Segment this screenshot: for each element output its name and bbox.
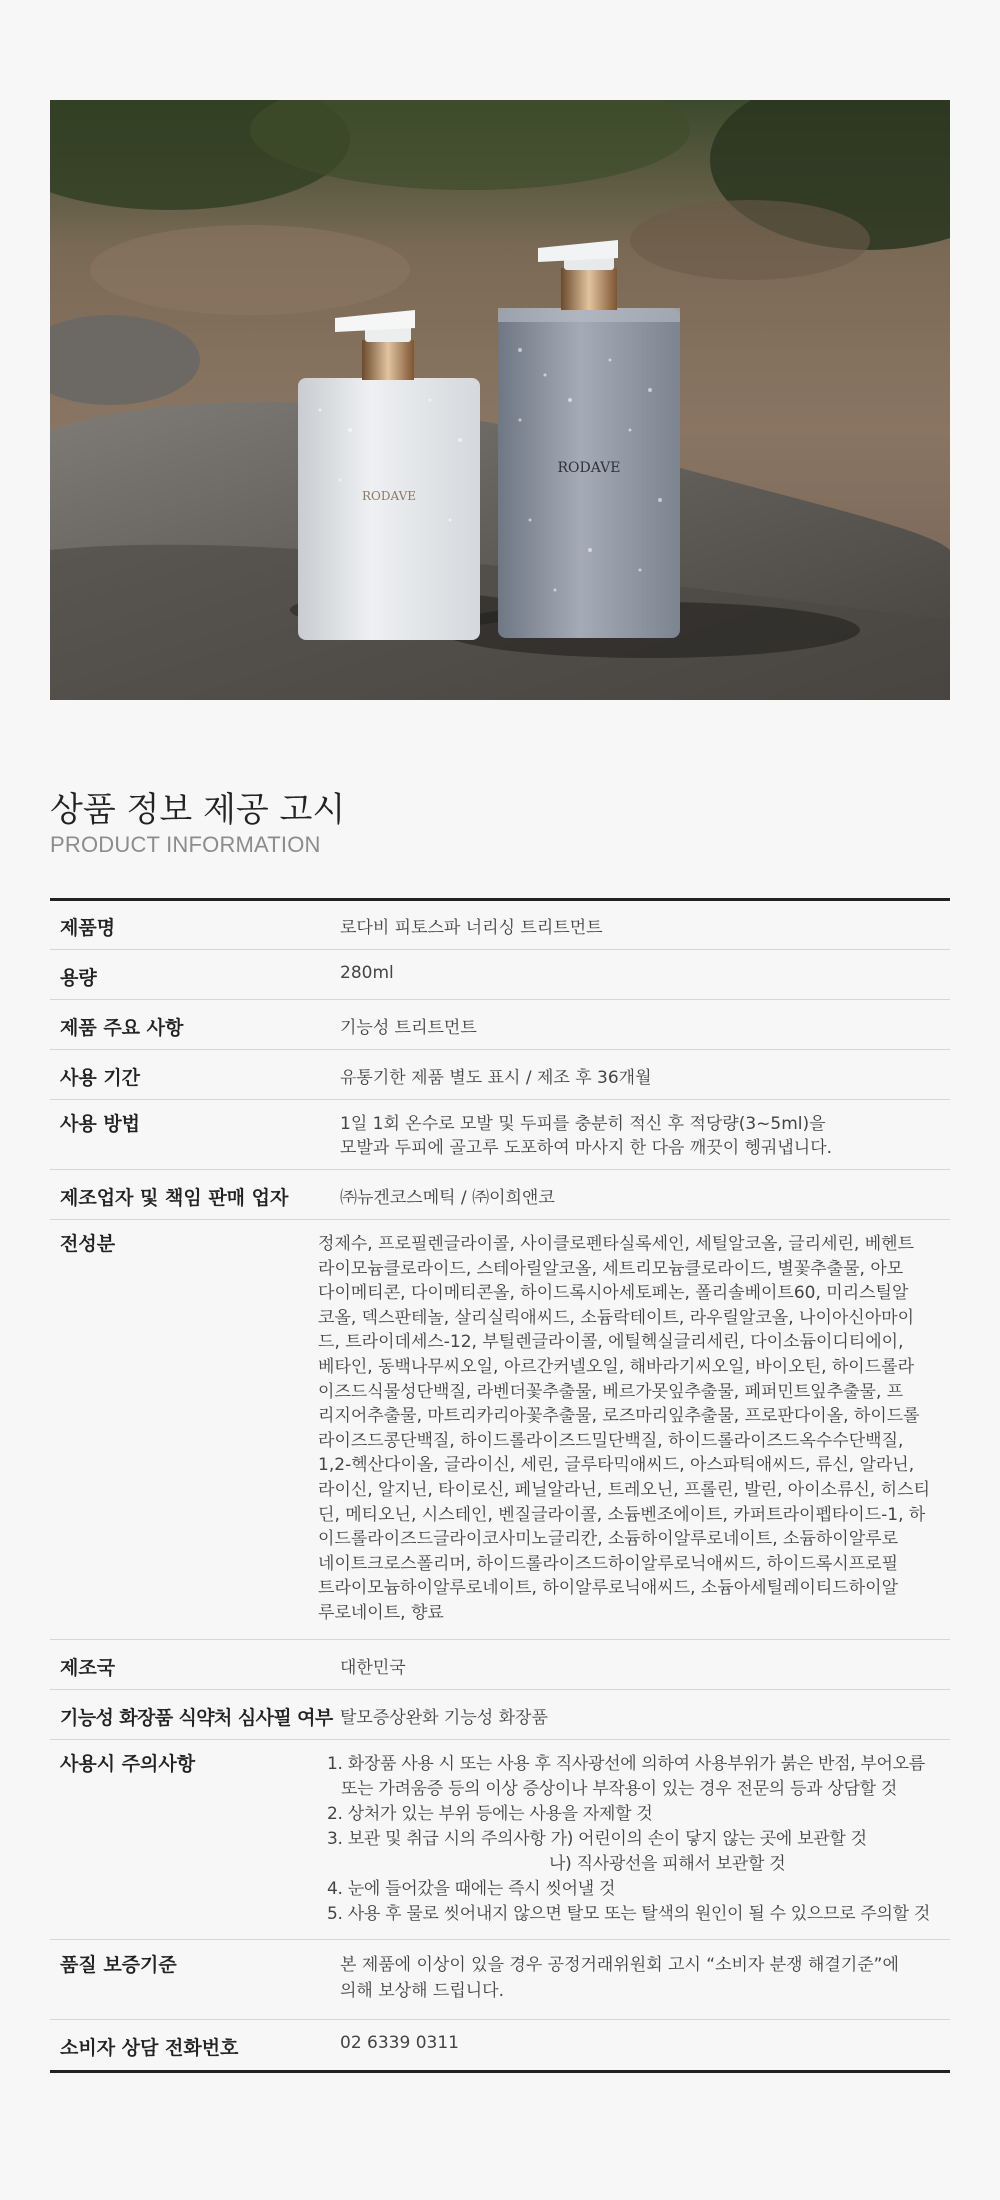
row-value: 기능성 트리트먼트 [340, 1018, 477, 1038]
row-label: 품질 보증기준 [60, 1954, 177, 1976]
row-functional-review [50, 1690, 950, 1740]
row-usage-period [50, 1050, 950, 1100]
row-ingredients [50, 1220, 950, 1640]
row-value: 대한민국 [340, 1658, 406, 1678]
row-value: 02 6339 0311 [340, 2033, 459, 2053]
row-product-name [50, 901, 950, 950]
product-photo [50, 100, 950, 700]
row-label: 사용 방법 [60, 1113, 141, 1135]
row-main-feature [50, 1000, 950, 1050]
row-label: 기능성 화장품 식약처 심사필 여부 [60, 1707, 333, 1729]
section-subtitle: PRODUCT INFORMATION [50, 832, 321, 857]
row-value: 1일 1회 온수로 모발 및 두피를 충분히 적신 후 적당량(3~5ml)을 모발과 두피에 골고루 도포하여 마사지 한 다음 깨끗이 헹궈냅니다. [340, 1114, 833, 1158]
row-label: 소비자 상담 전화번호 [60, 2037, 239, 2059]
row-label: 전성분 [60, 1233, 116, 1255]
row-label: 사용시 주의사항 [60, 1753, 196, 1775]
bottle-brand-large: RODAVE [557, 460, 621, 476]
row-value: 유통기한 제품 별도 표시 / 제조 후 36개월 [340, 1068, 652, 1088]
bottle-brand-small: RODAVE [362, 489, 416, 503]
row-value: 본 제품에 이상이 있을 경우 공정거래위원회 고시 “소비자 분쟁 해결기준”에 의해 보상해 드립니다. [340, 1955, 899, 2001]
row-value: 로다비 피토스파 너리싱 트리트먼트 [340, 918, 603, 938]
row-label: 제품명 [60, 917, 116, 939]
row-value: 280ml [340, 963, 394, 983]
row-usage-method [50, 1100, 950, 1170]
row-value: 정제수, 프로필렌글라이콜, 사이클로펜타실록세인, 세틸알코올, 글리세린, 베헨트 라이모늄클로라이드, 스테아릴알코올, 세트리모늄클로라이드, 별꽃추출물, 아모 다이메티콘, 다이메티콘올, 하이드록시아세토페논, 폴리솔베이트60, 미리스틸알 코올, 덱스판테놀, 살리실릭애씨드, 소듐락테이트, 라우릴알코올, 나이아신아마이 드, 트라이데세스-12, 부틸렌글라이콜, 에틸헥실글리세린, 다이소듐이디티에이, 베타인, 동백나무씨오일, 아르간커넬오일, 해바라기씨오일, 바이오틴, 하이드롤라 이즈드식물성단백질, 라벤더꽃추출물, 베르가못잎추출물, 페퍼민트잎추출물, 프 리지어추출물, 마트리카리아꽃추출물, 로즈마리잎추출물, 프로판다이올, 하이드롤 라이즈드콩단백질, 하이드롤라이즈드밀단백질, 하이드롤라이즈드옥수수단백질, 1,2-헥산다이올, 글라이신, 세린, 글루타믹애씨드, 아스파틱애씨드, 류신, 알라닌, 라이신, 알지닌, 타이로신, 페닐알라닌, 트레오닌, 프롤린, 발린, 아이소류신, 히스티 딘, 메티오닌, 시스테인, 벤질글라이콜, 소듐벤조에이트, 카퍼트라이펩타이드-1, 하 이드롤라이즈드글라이코사미노글리칸, 소듐하이알루로네이트, 소듐하이알루로 네이트크로스폴리머, 하이드롤라이즈드하이알루로닉애씨드, 하이드록시프로필 트라이모늄하이알루로네이트, 하이알루로닉애씨드, 소듐아세틸레이티드하이알 루로네이트, 향료 [318, 1234, 930, 1623]
row-label: 제품 주요 사항 [60, 1017, 184, 1039]
row-manufacturer [50, 1170, 950, 1220]
row-label: 제조업자 및 책임 판매 업자 [60, 1187, 289, 1209]
row-quality-standard [50, 1940, 950, 2020]
row-value: ㈜뉴겐코스메틱 / ㈜이희앤코 [340, 1188, 555, 1208]
row-label: 용량 [60, 967, 97, 989]
row-value: 1. 화장품 사용 시 또는 사용 후 직사광선에 의하여 사용부위가 붉은 반점, 부어오름 또는 가려움증 등의 이상 증상이나 부작용이 있는 경우 전문의 등과 상담할 것 2. 상처가 있는 부위 등에는 사용을 자제할 것 3. 보관 및 취급 시의 주의사항 가) 어린이의 손이 닿지 않는 곳에 보관할 것 나) 직사광선을 피해서 보관할 것 4. 눈에 들어갔을 때에는 즉시 씻어낼 것 5. 사용 후 물로 씻어내지 않으면 탈모 또는 탈색의 원인이 될 수 있으므로 주의할 것 [327, 1754, 930, 1924]
section-heading [50, 790, 345, 858]
row-customer-phone [50, 2020, 950, 2070]
row-precautions [50, 1740, 950, 1940]
row-label: 제조국 [60, 1657, 116, 1679]
row-volume [50, 950, 950, 1000]
row-country [50, 1640, 950, 1690]
row-label: 사용 기간 [60, 1067, 141, 1089]
product-info-table [50, 898, 950, 2073]
row-value: 탈모증상완화 기능성 화장품 [340, 1708, 548, 1728]
section-title: 상품 정보 제공 고시 [50, 790, 346, 830]
product-photo-illustration [50, 100, 950, 700]
